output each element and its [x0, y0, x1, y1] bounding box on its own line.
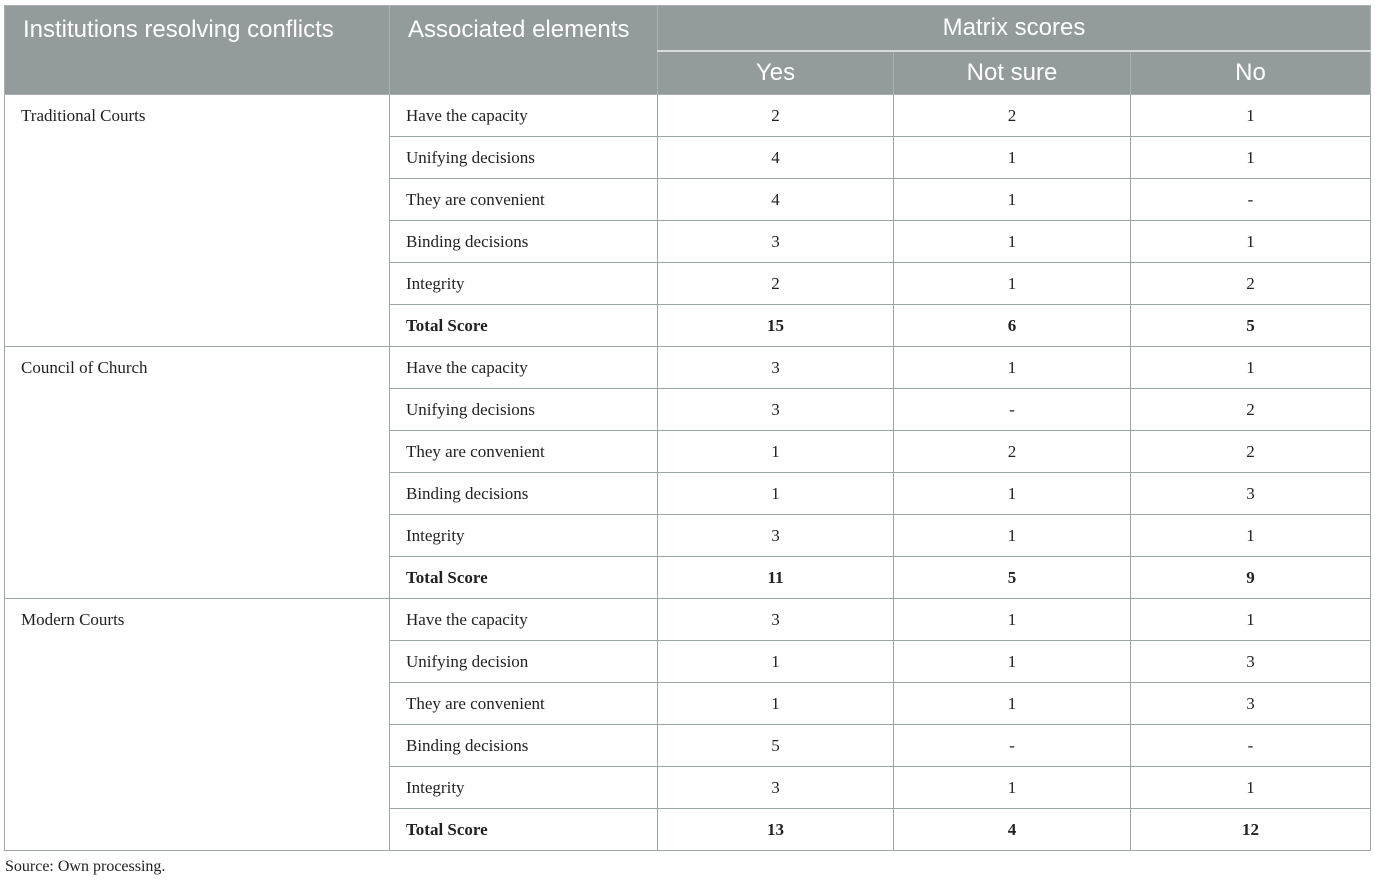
yes-cell: 3 [658, 599, 894, 641]
header-institutions: Institutions resolving conflicts [5, 6, 390, 95]
not-sure-cell: - [894, 725, 1131, 767]
not-sure-cell: 1 [894, 221, 1131, 263]
no-cell: 12 [1131, 809, 1371, 851]
element-cell: Unifying decisions [390, 389, 658, 431]
header-not-sure: Not sure [894, 51, 1131, 95]
header-associated-elements: Associated elements [390, 6, 658, 95]
institution-cell: Council of Church [5, 347, 390, 599]
not-sure-cell: 5 [894, 557, 1131, 599]
element-cell: Unifying decisions [390, 137, 658, 179]
yes-cell: 1 [658, 641, 894, 683]
no-cell: 3 [1131, 641, 1371, 683]
not-sure-cell: 1 [894, 347, 1131, 389]
not-sure-cell: 1 [894, 179, 1131, 221]
element-cell: Total Score [390, 557, 658, 599]
not-sure-cell: 4 [894, 809, 1131, 851]
not-sure-cell: 1 [894, 641, 1131, 683]
element-cell: They are convenient [390, 179, 658, 221]
no-cell: 3 [1131, 473, 1371, 515]
source-footnote: Source: Own processing. [5, 858, 166, 875]
header-no: No [1131, 51, 1371, 95]
no-cell: 9 [1131, 557, 1371, 599]
element-cell: Have the capacity [390, 599, 658, 641]
not-sure-cell: 6 [894, 305, 1131, 347]
no-cell: 1 [1131, 347, 1371, 389]
element-cell: Integrity [390, 515, 658, 557]
element-cell: Total Score [390, 809, 658, 851]
no-cell: - [1131, 725, 1371, 767]
element-cell: Binding decisions [390, 221, 658, 263]
table-row [5, 95, 1371, 137]
institution-cell: Modern Courts [5, 599, 390, 851]
yes-cell: 13 [658, 809, 894, 851]
table-row [5, 599, 1371, 641]
yes-cell: 3 [658, 389, 894, 431]
no-cell: 2 [1131, 431, 1371, 473]
no-cell: 1 [1131, 221, 1371, 263]
no-cell: 1 [1131, 599, 1371, 641]
yes-cell: 3 [658, 347, 894, 389]
yes-cell: 1 [658, 473, 894, 515]
element-cell: Have the capacity [390, 347, 658, 389]
yes-cell: 1 [658, 431, 894, 473]
yes-cell: 1 [658, 683, 894, 725]
element-cell: Total Score [390, 305, 658, 347]
not-sure-cell: 1 [894, 137, 1131, 179]
element-cell: Binding decisions [390, 473, 658, 515]
no-cell: 1 [1131, 137, 1371, 179]
yes-cell: 4 [658, 179, 894, 221]
header-matrix-scores: Matrix scores [658, 6, 1371, 52]
table-header [5, 6, 1371, 95]
element-cell: They are convenient [390, 431, 658, 473]
not-sure-cell: 1 [894, 263, 1131, 305]
no-cell: - [1131, 179, 1371, 221]
yes-cell: 3 [658, 515, 894, 557]
yes-cell: 11 [658, 557, 894, 599]
matrix-scores-table [4, 5, 1371, 851]
element-cell: Have the capacity [390, 95, 658, 137]
element-cell: Binding decisions [390, 725, 658, 767]
no-cell: 1 [1131, 95, 1371, 137]
yes-cell: 15 [658, 305, 894, 347]
element-cell: Unifying decision [390, 641, 658, 683]
table-row [5, 347, 1371, 389]
yes-cell: 5 [658, 725, 894, 767]
table-body [5, 95, 1371, 851]
not-sure-cell: 1 [894, 515, 1131, 557]
not-sure-cell: 1 [894, 683, 1131, 725]
not-sure-cell: 1 [894, 473, 1131, 515]
element-cell: Integrity [390, 263, 658, 305]
not-sure-cell: - [894, 389, 1131, 431]
element-cell: They are convenient [390, 683, 658, 725]
not-sure-cell: 1 [894, 599, 1131, 641]
yes-cell: 2 [658, 263, 894, 305]
no-cell: 1 [1131, 767, 1371, 809]
yes-cell: 3 [658, 221, 894, 263]
yes-cell: 2 [658, 95, 894, 137]
yes-cell: 3 [658, 767, 894, 809]
header-yes: Yes [658, 51, 894, 95]
no-cell: 5 [1131, 305, 1371, 347]
no-cell: 2 [1131, 389, 1371, 431]
institution-cell: Traditional Courts [5, 95, 390, 347]
not-sure-cell: 2 [894, 431, 1131, 473]
not-sure-cell: 2 [894, 95, 1131, 137]
no-cell: 3 [1131, 683, 1371, 725]
no-cell: 2 [1131, 263, 1371, 305]
not-sure-cell: 1 [894, 767, 1131, 809]
no-cell: 1 [1131, 515, 1371, 557]
yes-cell: 4 [658, 137, 894, 179]
element-cell: Integrity [390, 767, 658, 809]
